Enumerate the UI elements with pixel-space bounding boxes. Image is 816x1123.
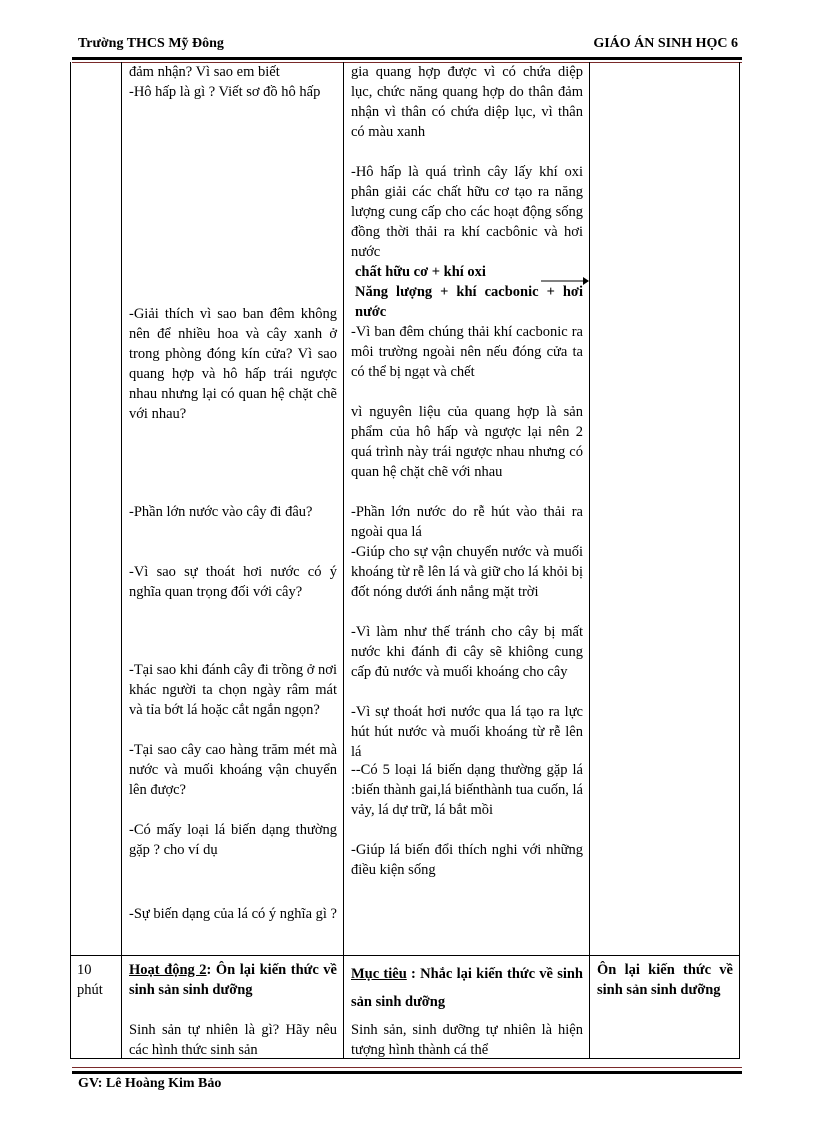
student-answer: -Vì ban đêm chúng thải khí cacbonic ra môi trường ngoài nên nếu đóng cửa ta có thể bị ngạt và chết xyxy=(351,324,583,380)
header-rule xyxy=(72,57,742,60)
student-answer: vì nguyên liệu của quang hợp là sản phẩm của hô hấp và ngược lại nên 2 quá trình này trái ngược nhau nhưng có quan hệ chặt chẽ với nhau xyxy=(351,404,583,480)
respiration-equation-left: chất hữu cơ + khí oxi xyxy=(355,264,486,280)
teacher-question: -Tại sao cây cao hàng trăm mét mà nước và muối khoáng vận chuyển lên được? xyxy=(129,742,337,798)
student-answer: gia quang hợp được vì có chứa diệp lục, chức năng quang hợp do thân đảm nhận vì thân có chứa diệp lục, vì thân có màu xanh xyxy=(351,64,583,140)
teacher-question: -Vì sao sự thoát hơi nước có ý nghĩa quan trọng đối với cây? xyxy=(129,564,337,600)
row-divider xyxy=(71,955,739,956)
teacher-question: -Phần lớn nước vào cây đi đâu? xyxy=(129,504,313,520)
student-answer: -Vì sự thoát hơi nước qua lá tạo ra lực hút hút nước và muối khoáng từ rễ lên lá xyxy=(351,704,583,760)
teacher-question: -Hô hấp là gì ? Viết sơ đồ hô hấp xyxy=(129,84,321,100)
lesson-table xyxy=(70,62,740,1059)
teacher-question: Sinh sản tự nhiên là gì? Hãy nêu các hình thức sinh sản xyxy=(129,1022,337,1058)
teacher-question: -Giải thích vì sao ban đêm không nên để nhiều hoa và cây xanh ở trong phòng đóng kín cửa? Vì sao quang hợp và hô hấp trái ngược nhau nhưng lại có quan hệ chặt chẽ với nhau? xyxy=(129,306,337,422)
footer-rule xyxy=(72,1071,742,1074)
student-answer: -Phần lớn nước do rễ hút vào thải ra ngoài qua lá xyxy=(351,504,583,540)
student-answer: -Giúp lá biến đổi thích nghi với những điều kiện sống xyxy=(351,842,583,878)
column-divider-student xyxy=(589,62,590,1058)
teacher-question: đảm nhận? Vì sao em biết xyxy=(129,64,280,80)
teacher-question: -Có mấy loại lá biến dạng thường gặp ? cho ví dụ xyxy=(129,822,337,858)
activity-title: : Ôn lại kiến thức về sinh sản sinh dưỡng xyxy=(129,962,337,998)
footer-rule-thin xyxy=(72,1067,742,1068)
column-divider-teacher xyxy=(343,62,344,1058)
goal-label: Mục tiêu xyxy=(351,966,407,982)
student-answer: --Có 5 loại lá biến dạng thường gặp lá :biến thành gai,lá biếnthành tua cuốn, lá vảy, lá dự trữ, lá bắt mồi xyxy=(351,762,583,818)
teacher-question: -Sự biến dạng của lá có ý nghĩa gì ? xyxy=(129,906,337,922)
school-name: Trường THCS Mỹ Đông xyxy=(78,36,224,51)
goal-text: : Nhắc lại kiến thức về sinh sản sinh dưỡng xyxy=(351,966,583,1010)
student-answer: -Giúp cho sự vận chuyển nước và muối khoáng từ rễ lên lá và giữ cho lá khỏi bị đốt nóng dưới ánh nắng mặt trời xyxy=(351,544,583,600)
teacher-name: GV: Lê Hoàng Kim Bảo xyxy=(78,1076,222,1091)
subject-title: GIÁO ÁN SINH HỌC 6 xyxy=(593,36,738,51)
activity-label: Hoạt động 2 xyxy=(129,962,207,978)
column-divider-time xyxy=(121,62,122,1058)
notes-cell: Ôn lại kiến thức về sinh sản sinh dưỡng xyxy=(597,962,733,998)
goal-heading xyxy=(351,960,583,1016)
student-answer: Sinh sản, sinh dưỡng tự nhiên là hiện tượng hình thành cá thể xyxy=(351,1022,583,1058)
activity-heading xyxy=(129,960,337,1000)
student-answer: -Hô hấp là quá trình cây lấy khí oxi phân giải các chất hữu cơ tạo ra năng lượng cung cấp cho các hoạt động sống đồng thời thải ra khí cacbônic và hơi nước xyxy=(351,164,583,260)
time-unit: phút xyxy=(77,982,103,998)
respiration-equation-right: Năng lượng + khí cacbonic + hơi nước xyxy=(355,284,583,320)
time-cell xyxy=(77,960,119,1000)
time-value: 10 xyxy=(77,962,92,978)
teacher-question: -Tại sao khi đánh cây đi trồng ở nơi khác người ta chọn ngày râm mát và tỉa bớt lá hoặc cắt ngắn ngọn? xyxy=(129,662,337,718)
page-header xyxy=(78,36,738,56)
student-answer: -Vì làm như thế tránh cho cây bị mất nước khi đánh đi cây sẽ khiông cung cấp đủ nước và muối khoáng cho cây xyxy=(351,624,583,680)
